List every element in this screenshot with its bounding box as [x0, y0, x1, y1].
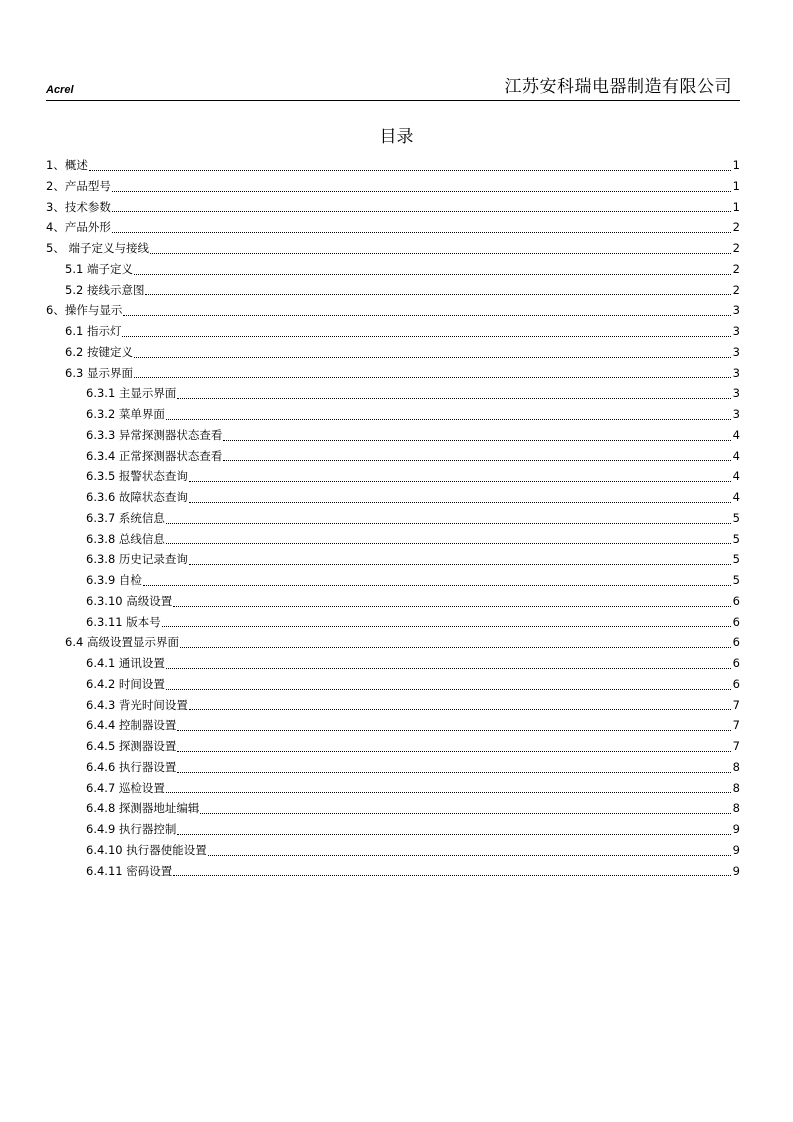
- toc-entry-label: 6.4.9 执行器控制: [86, 822, 177, 836]
- toc-entry[interactable]: [46, 508, 740, 529]
- toc-dot-leader: [223, 452, 731, 461]
- toc-entry-page-number: 3: [732, 365, 740, 380]
- toc-entry[interactable]: [46, 653, 740, 674]
- toc-entry-label: 6.3.5 报警状态查询: [86, 469, 188, 484]
- company-name: 江苏安科瑞电器制造有限公司: [504, 77, 732, 97]
- toc-entry[interactable]: [46, 238, 740, 259]
- toc-entry-page-number: 5: [732, 510, 740, 525]
- toc-dot-leader: [112, 203, 731, 212]
- toc-dot-leader: [177, 826, 731, 835]
- toc-entry-page-number: 4: [732, 448, 740, 463]
- toc-entry-page-number: 6: [732, 676, 740, 691]
- toc-entry-label: 5.2 接线示意图: [65, 282, 145, 297]
- toc-entry-page-number: 4: [732, 469, 740, 484]
- toc-title: 目录: [379, 127, 414, 147]
- toc-entry-page-number: 1: [732, 178, 740, 193]
- toc-dot-leader: [189, 494, 731, 503]
- toc-dot-leader: [134, 266, 731, 275]
- toc-dot-leader: [166, 784, 731, 793]
- toc-entry[interactable]: [46, 840, 740, 861]
- toc-entry[interactable]: [46, 591, 740, 612]
- toc-entry[interactable]: [46, 674, 740, 695]
- toc-entry-label: 1、概述: [46, 158, 88, 172]
- toc-entry-page-number: 5: [732, 531, 740, 546]
- toc-dot-leader: [177, 743, 731, 752]
- toc-entry[interactable]: [46, 466, 740, 487]
- toc-entry-page-number: 2: [732, 220, 740, 235]
- toc-dot-leader: [166, 515, 731, 524]
- toc-entry[interactable]: [46, 300, 740, 321]
- brand-logo-text: Acrel: [46, 84, 74, 96]
- toc-entry[interactable]: [46, 715, 740, 736]
- toc-entry[interactable]: [46, 632, 740, 653]
- toc-entry-page-number: 8: [732, 801, 740, 816]
- toc-entry-page-number: 7: [732, 718, 740, 733]
- toc-dot-leader: [112, 183, 731, 192]
- toc-entry-page-number: 2: [732, 261, 740, 276]
- toc-dot-leader: [112, 224, 731, 233]
- toc-entry[interactable]: [46, 197, 740, 218]
- toc-entry-label: 6.4.11 密码设置: [86, 863, 173, 878]
- toc-dot-leader: [208, 847, 731, 856]
- toc-dot-leader: [162, 618, 731, 627]
- toc-entry-label: 6.3.1 主显示界面: [86, 386, 177, 401]
- toc-entry-page-number: 6: [732, 614, 740, 629]
- toc-entry-label: 2、产品型号: [46, 178, 111, 193]
- toc-entry-label: 6.3.7 系统信息: [86, 510, 165, 525]
- toc-entry-page-number: 3: [732, 386, 740, 401]
- toc-entry-page-number: 6: [732, 656, 740, 670]
- toc-entry-label: 6.4.10 执行器使能设置: [86, 842, 207, 857]
- toc-entry[interactable]: [46, 217, 740, 238]
- toc-dot-leader: [166, 681, 731, 690]
- toc-entry-page-number: 3: [732, 324, 740, 338]
- toc-entry[interactable]: [46, 736, 740, 757]
- toc-entry-page-number: 2: [732, 282, 740, 297]
- toc-entry-label: 6、操作与显示: [46, 303, 123, 318]
- toc-entry-page-number: 8: [732, 780, 740, 795]
- toc-entry-page-number: 3: [732, 303, 740, 318]
- toc-entry[interactable]: [46, 529, 740, 550]
- toc-entry[interactable]: [46, 819, 740, 840]
- toc-dot-leader: [189, 701, 731, 710]
- toc-dot-leader: [180, 639, 731, 648]
- toc-entry[interactable]: [46, 176, 740, 197]
- toc-dot-leader: [134, 349, 731, 358]
- toc-entry-page-number: 7: [732, 697, 740, 712]
- toc-entry-label: 3、技术参数: [46, 199, 111, 214]
- toc-entry-page-number: 3: [732, 407, 740, 421]
- toc-dot-leader: [134, 369, 731, 378]
- toc-entry-label: 6.4.4 控制器设置: [86, 718, 177, 733]
- toc-entry-label: 5、 端子定义与接线: [46, 241, 149, 255]
- toc-entry-label: 6.3.8 历史记录查询: [86, 552, 188, 567]
- toc-entry-page-number: 1: [732, 158, 740, 172]
- toc-entry[interactable]: [46, 861, 740, 882]
- toc-entry-label: 6.3.10 高级设置: [86, 593, 173, 608]
- toc-entry[interactable]: [46, 404, 740, 425]
- toc-dot-leader: [173, 598, 731, 607]
- toc-entry[interactable]: [46, 425, 740, 446]
- toc-entry-page-number: 1: [732, 199, 740, 214]
- toc-entry-page-number: 6: [732, 593, 740, 608]
- toc-entry-label: 4、产品外形: [46, 220, 111, 235]
- toc-entry-label: 6.4.3 背光时间设置: [86, 697, 188, 712]
- toc-dot-leader: [173, 867, 731, 876]
- toc-entry-label: 6.3 显示界面: [65, 365, 133, 380]
- toc-entry-label: 6.4.2 时间设置: [86, 676, 165, 691]
- toc-entry[interactable]: [46, 487, 740, 508]
- table-of-contents: [46, 155, 740, 881]
- toc-entry[interactable]: [46, 757, 740, 778]
- toc-entry[interactable]: [46, 321, 740, 342]
- toc-dot-leader: [177, 722, 731, 731]
- page-header: [46, 74, 740, 101]
- toc-dot-leader: [177, 764, 731, 773]
- toc-entry-label: 5.1 端子定义: [65, 261, 133, 276]
- toc-dot-leader: [189, 556, 731, 565]
- toc-entry[interactable]: [46, 570, 740, 591]
- toc-entry-label: 6.4.1 通讯设置: [86, 656, 165, 670]
- toc-dot-leader: [143, 577, 731, 586]
- toc-entry-label: 6.3.2 菜单界面: [86, 407, 165, 421]
- toc-entry-page-number: 9: [732, 863, 740, 878]
- toc-entry-label: 6.3.9 自检: [86, 573, 142, 587]
- toc-entry[interactable]: [46, 778, 740, 799]
- toc-dot-leader: [122, 328, 731, 337]
- toc-entry-page-number: 4: [732, 427, 740, 442]
- toc-entry-page-number: 6: [732, 635, 740, 650]
- toc-entry-label: 6.4.5 探测器设置: [86, 739, 177, 753]
- toc-dot-leader: [150, 245, 731, 254]
- toc-entry[interactable]: [46, 280, 740, 301]
- toc-entry[interactable]: [46, 446, 740, 467]
- toc-entry-label: 6.4 高级设置显示界面: [65, 635, 179, 650]
- toc-entry[interactable]: [46, 363, 740, 384]
- toc-dot-leader: [189, 473, 731, 482]
- toc-entry-page-number: 9: [732, 842, 740, 857]
- toc-entry-label: 6.2 按键定义: [65, 344, 133, 359]
- toc-entry-label: 6.4.8 探测器地址编辑: [86, 801, 200, 816]
- toc-entry-label: 6.3.3 异常探测器状态查看: [86, 427, 223, 442]
- toc-entry-label: 6.4.7 巡检设置: [86, 780, 165, 795]
- toc-entry-label: 6.3.4 正常探测器状态查看: [86, 448, 223, 463]
- toc-entry-label: 6.3.11 版本号: [86, 614, 161, 629]
- toc-dot-leader: [177, 390, 731, 399]
- toc-dot-leader: [166, 535, 731, 544]
- toc-dot-leader: [223, 432, 731, 441]
- toc-entry[interactable]: [46, 695, 740, 716]
- toc-dot-leader: [145, 286, 731, 295]
- toc-entry-label: 6.1 指示灯: [65, 324, 122, 338]
- toc-entry[interactable]: [46, 342, 740, 363]
- toc-dot-leader: [123, 307, 731, 316]
- toc-entry-page-number: 5: [732, 552, 740, 567]
- toc-dot-leader: [166, 660, 731, 669]
- toc-entry[interactable]: [46, 259, 740, 280]
- toc-entry-page-number: 4: [732, 490, 740, 504]
- toc-entry[interactable]: [46, 155, 740, 176]
- toc-entry-page-number: 9: [732, 822, 740, 836]
- toc-dot-leader: [89, 162, 731, 171]
- toc-dot-leader: [166, 411, 731, 420]
- toc-entry-page-number: 5: [732, 573, 740, 587]
- toc-entry-page-number: 7: [732, 739, 740, 753]
- toc-entry-label: 6.4.6 执行器设置: [86, 759, 177, 774]
- toc-entry-label: 6.3.8 总线信息: [86, 531, 165, 546]
- toc-entry[interactable]: [46, 612, 740, 633]
- toc-entry[interactable]: [46, 798, 740, 819]
- toc-entry-page-number: 3: [732, 344, 740, 359]
- toc-entry-page-number: 8: [732, 759, 740, 774]
- toc-entry-page-number: 2: [732, 241, 740, 255]
- toc-dot-leader: [200, 805, 731, 814]
- toc-entry[interactable]: [46, 549, 740, 570]
- toc-entry-label: 6.3.6 故障状态查询: [86, 490, 188, 504]
- toc-entry[interactable]: [46, 383, 740, 404]
